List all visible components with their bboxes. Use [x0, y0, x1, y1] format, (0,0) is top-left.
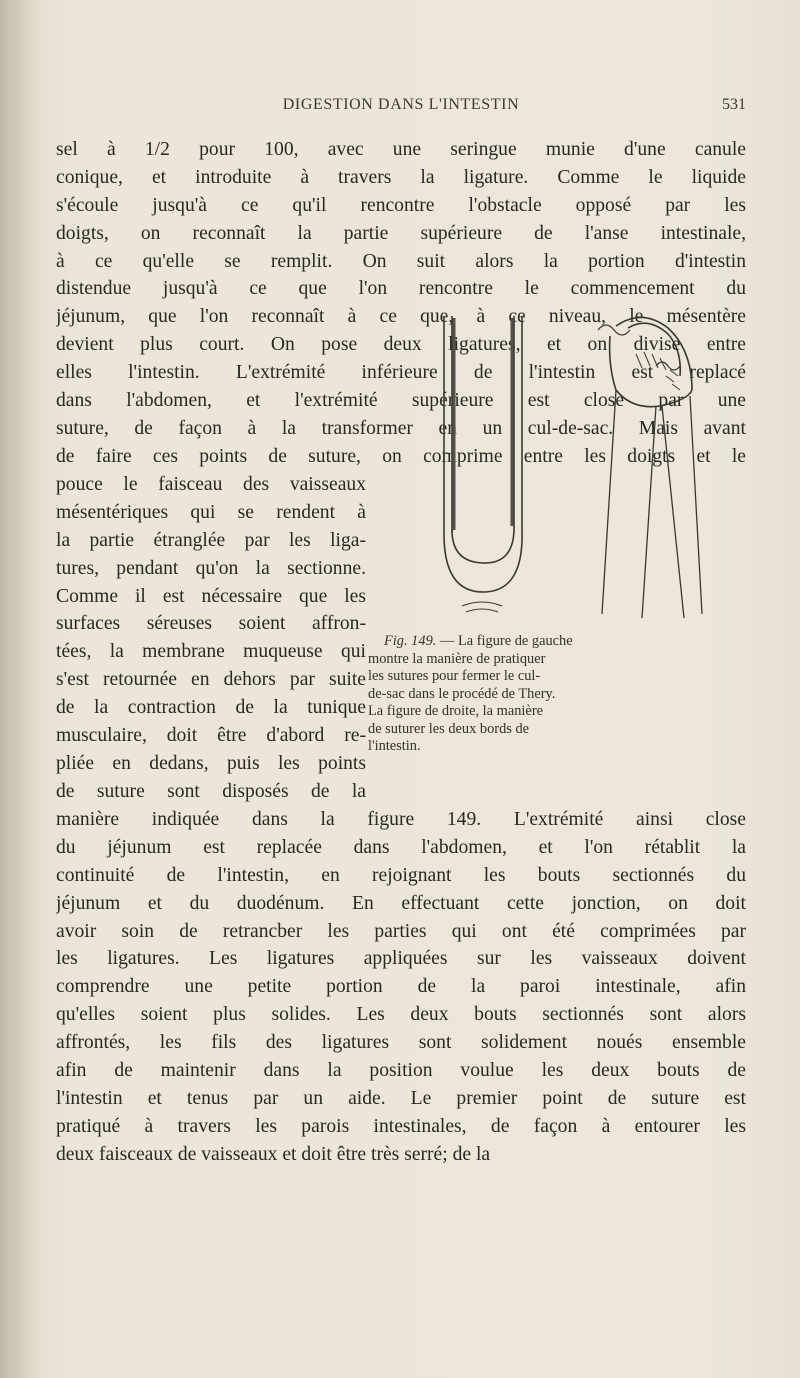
text-line: pliée en dedans, puis les points	[56, 752, 366, 774]
text-line: doigts, on reconnaît la partie supérieure de l'anse intestinale,	[56, 222, 746, 244]
text-line: jéjunum, que l'on reconnaît à ce que, à ce niveau, le mésentère	[56, 306, 746, 328]
text-line: elles l'intestin. L'extrémité inférieure de l'intestin est replacé	[56, 362, 746, 384]
figure-caption	[368, 633, 748, 756]
paragraph-wrapped-beside-figure	[56, 471, 366, 806]
running-title: DIGESTION DANS L'INTESTIN	[282, 96, 520, 113]
text-line: musculaire, doit être d'abord re-	[56, 725, 366, 747]
text-line: mésentériques qui se rendent à	[56, 501, 366, 523]
text-line: tures, pendant qu'on la sectionne.	[56, 557, 366, 579]
paragraph-bottom	[56, 806, 746, 1169]
text-line: de faire ces points de suture, on comprime entre les doigts et le	[56, 445, 746, 467]
text-line: s'écoule jusqu'à ce qu'il rencontre l'obstacle opposé par les	[56, 194, 746, 216]
text-line: jéjunum et du duodénum. En effectuant cette jonction, on doit	[56, 892, 746, 914]
text-line: comprendre une petite portion de la paroi intestinale, afin	[56, 976, 746, 998]
caption-line: La figure de droite, la manière	[368, 703, 543, 719]
caption-line-1	[368, 633, 748, 651]
text-line: deux faisceaux de vaisseaux et doit être très serré; de la	[56, 1143, 491, 1165]
text-line: tées, la membrane muqueuse qui	[56, 641, 366, 663]
text-line: manière indiquée dans la figure 149. L'extrémité ainsi close	[56, 809, 746, 830]
text-line: devient plus court. On pose deux ligatures, et on divise entre	[56, 334, 746, 356]
text-line: du jéjunum est replacée dans l'abdomen, et l'on rétablit la	[56, 836, 746, 858]
text-line: suture, de façon à la transformer en un cul-de-sac. Mais avant	[56, 417, 746, 439]
caption-line: l'intestin.	[368, 738, 421, 754]
text-line: les ligatures. Les ligatures appliquées sur les vaisseaux doivent	[56, 948, 746, 970]
text-line: dans l'abdomen, et l'extrémité supérieure est close par une	[56, 390, 746, 412]
figure-149-illustration	[366, 306, 746, 626]
text-line: afin de maintenir dans la position voulue les deux bouts de	[56, 1060, 746, 1082]
right-intestine-drawing	[598, 317, 702, 618]
text-line: surfaces séreuses soient affron-	[56, 613, 366, 635]
text-line: distendue jusqu'à ce que l'on rencontre le commencement du	[56, 278, 746, 300]
text-line: l'intestin et tenus par un aide. Le premier point de suture est	[56, 1087, 746, 1109]
text-line: pouce le faisceau des vaisseaux	[56, 474, 366, 495]
left-intestine-drawing	[430, 316, 534, 626]
text-line: affrontés, les fils des ligatures sont solidement noués ensemble	[56, 1032, 746, 1054]
figure-label: Fig. 149.	[384, 633, 437, 649]
caption-text: — La figure de gauche	[439, 633, 573, 649]
text-line: qu'elles soient plus solides. Les deux bouts sectionnés sont alors	[56, 1004, 746, 1026]
text-line: conique, et introduite à travers la ligature. Comme le liquide	[56, 166, 746, 188]
text-line: à ce qu'elle se remplit. On suit alors la portion d'intestin	[56, 250, 746, 272]
caption-line: de suturer les deux bords de	[368, 720, 530, 737]
text-line: pratiqué à travers les parois intestinales, de façon à entourer les	[56, 1115, 746, 1137]
text-line: sel à 1/2 pour 100, avec une seringue munie d'une canule	[56, 139, 746, 160]
page-number: 531	[722, 96, 746, 113]
text-line: Comme il est nécessaire que les	[56, 585, 366, 607]
text-line: la partie étranglée par les liga-	[56, 529, 366, 551]
text-line: de suture sont disposés de la	[56, 780, 366, 802]
text-line: avoir soin de retrancber les parties qui ont été comprimées par	[56, 920, 746, 942]
text-line: s'est retournée en dehors par suite	[56, 669, 366, 691]
caption-line: de-sac dans le procédé de Thery.	[368, 685, 556, 702]
text-line: continuité de l'intestin, en rejoignant les bouts sectionnés du	[56, 864, 746, 886]
caption-line: les sutures pour fermer le cul-	[368, 668, 541, 684]
figure-149	[366, 306, 746, 606]
caption-line: montre la manière de pratiquer	[368, 650, 546, 667]
page-header	[56, 96, 746, 120]
binding-gutter-shadow	[0, 0, 42, 1378]
text-line: de la contraction de la tunique	[56, 697, 366, 719]
